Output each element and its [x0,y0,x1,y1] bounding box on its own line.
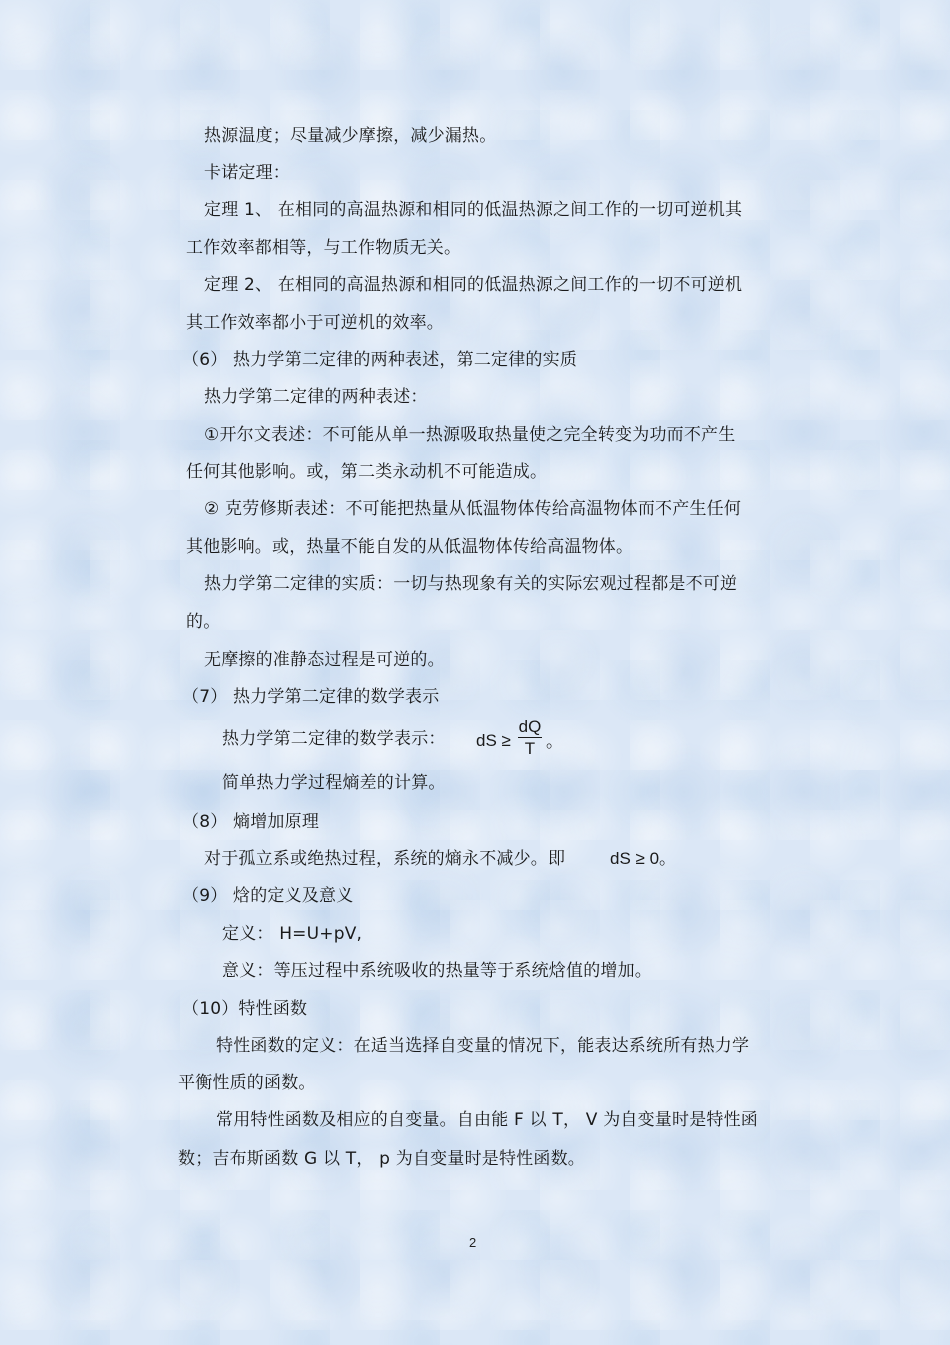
formula-lhs: dS ≥ [476,731,511,750]
paragraph-line: 热力学第二定律的两种表述： [204,387,428,407]
paragraph-line: ② 克劳修斯表述：不可能把热量从低温物体传给高温物体而不产生任何 [204,499,742,519]
paragraph-line: 无摩擦的准静态过程是可逆的。 [204,650,445,670]
paragraph-line: ①开尔文表述：不可能从单一热源吸取热量使之完全转变为功而不产生 [204,425,736,445]
formula-entropy-increase: dS ≥ 0。 [610,849,677,868]
fraction-numerator: dQ [518,717,542,736]
paragraph-line: 其工作效率都小于可逆机的效率。 [186,313,444,333]
paragraph-line: 定理 1、 在相同的高温热源和相同的低温热源之间工作的一切可逆机其 [204,200,743,220]
paragraph-line: 数；吉布斯函数 G 以 T， p 为自变量时是特性函数。 [178,1149,585,1169]
section-heading: （6） 热力学第二定律的两种表述，第二定律的实质 [182,350,578,370]
paragraph-line: 特性函数的定义：在适当选择自变量的情况下，能表达系统所有热力学 [216,1036,750,1056]
paragraph-line: 平衡性质的函数。 [178,1073,316,1093]
paragraph-line: 其他影响。或，热量不能自发的从低温物体传给高温物体。 [186,537,634,557]
paragraph-line: 意义：等压过程中系统吸收的热量等于系统焓值的增加。 [222,961,652,981]
paragraph-line: 工作效率都相等，与工作物质无关。 [186,238,462,258]
fraction-denominator: T [524,739,536,758]
paragraph-line: 卡诺定理： [204,163,290,183]
paragraph-line: 定理 2、 在相同的高温热源和相同的低温热源之间工作的一切不可逆机 [204,275,743,295]
formula-fraction [517,717,543,760]
section-heading: （8） 熵增加原理 [182,812,320,832]
formula-tail: 。 [546,732,564,752]
paragraph-line: 常用特性函数及相应的自变量。自由能 F 以 T， V 为自变量时是特性函 [216,1110,759,1130]
paragraph-line: 的。 [186,612,221,632]
section-heading: （7） 热力学第二定律的数学表示 [182,687,440,707]
paragraph-line: 热力学第二定律的实质：一切与热现象有关的实际宏观过程都是不可逆 [204,574,738,594]
page-number: 2 [469,1235,477,1250]
paragraph-line: 热源温度；尽量减少摩擦，减少漏热。 [204,126,497,146]
paragraph-line: 对于孤立系或绝热过程，系统的熵永不减少。即 [204,849,566,869]
section-heading: （10）特性函数 [182,999,308,1019]
paragraph-line: 定义： H=U+pV, [222,924,363,944]
paragraph-line: 热力学第二定律的数学表示： [222,729,446,749]
paragraph-line: 简单热力学过程熵差的计算。 [222,773,446,793]
paragraph-line: 任何其他影响。或，第二类永动机不可能造成。 [186,462,548,482]
section-heading: （9） 焓的定义及意义 [182,886,354,906]
